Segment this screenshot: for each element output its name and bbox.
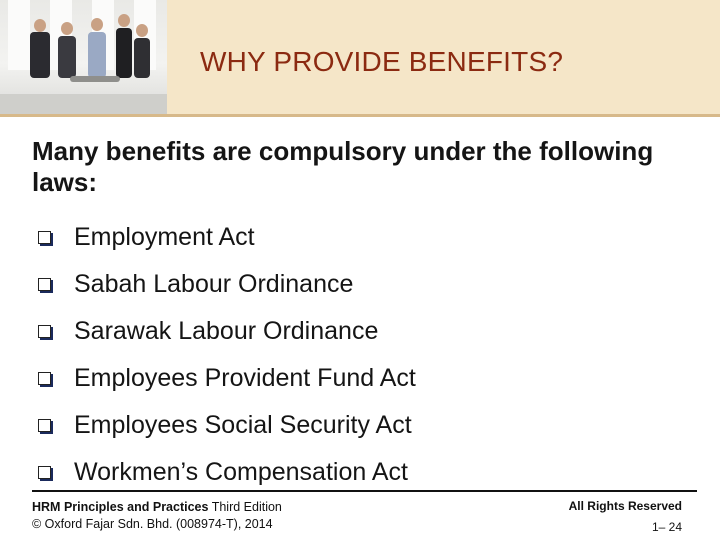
checkbox-bullet-icon [38, 419, 51, 432]
book-edition: Third Edition [211, 500, 282, 514]
list-item [38, 355, 416, 402]
intro-text: Many benefits are compulsory under the following laws: [32, 136, 654, 197]
copyright-text: © Oxford Fajar Sdn. Bhd. (008974-T), 2014 [32, 517, 273, 531]
list-item-label: Employees Social Security Act [74, 411, 412, 439]
book-title: HRM Principles and Practices [32, 500, 209, 514]
list-item-label: Sarawak Labour Ordinance [74, 317, 379, 345]
footer-divider [32, 490, 697, 492]
checkbox-bullet-icon [38, 278, 51, 291]
page-number: 1– 24 [651, 520, 682, 534]
footer-citation [32, 499, 282, 533]
rights-text: All Rights Reserved [568, 499, 682, 513]
list-item [38, 214, 416, 261]
checkbox-bullet-icon [38, 372, 51, 385]
business-team-photo [0, 0, 167, 116]
checkbox-bullet-icon [38, 466, 51, 479]
list-item-label: Employment Act [74, 223, 255, 251]
slide-title: WHY PROVIDE BENEFITS? [200, 46, 564, 77]
header-divider [0, 114, 720, 117]
list-item [38, 308, 416, 355]
list-item [38, 261, 416, 308]
footer-meta [569, 496, 682, 538]
list-item [38, 402, 416, 449]
checkbox-bullet-icon [38, 325, 51, 338]
list-item [38, 449, 416, 496]
list-item-label: Employees Provident Fund Act [74, 364, 416, 392]
law-list [38, 214, 416, 496]
checkbox-bullet-icon [38, 231, 51, 244]
list-item-label: Sabah Labour Ordinance [74, 270, 354, 298]
list-item-label: Workmen’s Compensation Act [74, 458, 408, 486]
